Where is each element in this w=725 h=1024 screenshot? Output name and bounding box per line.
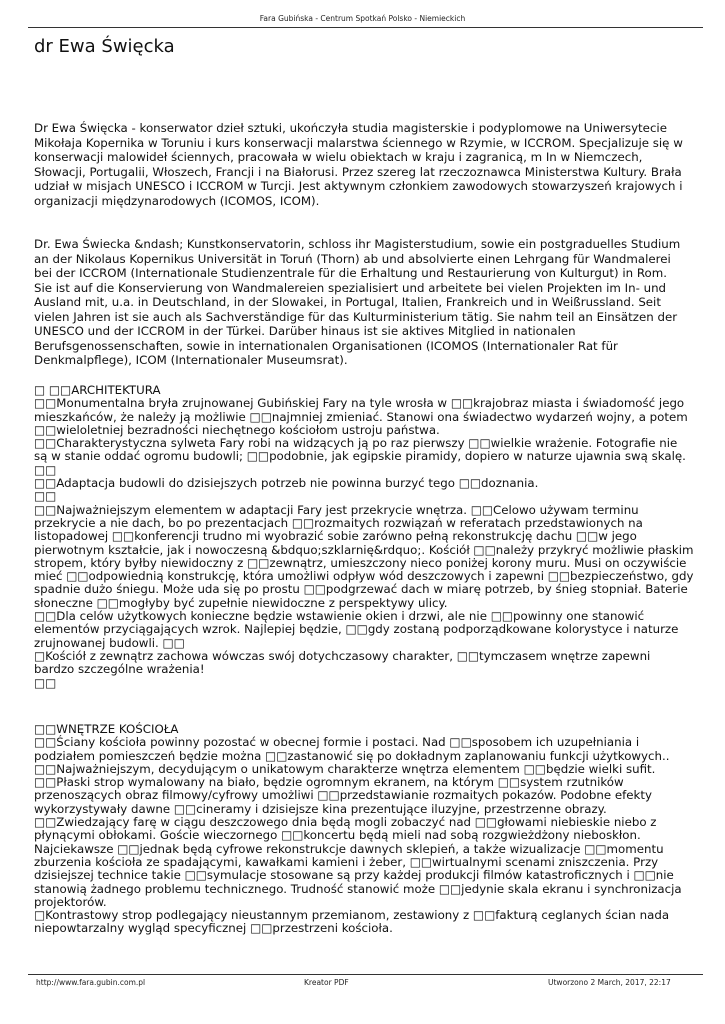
footer-divider [28,974,703,975]
paragraph: □□Najważniejszym elementem w adaptacji Fary jest przekrycie wnętrza. □□Celowo używam terminu przekrycie a nie dach, bo po prezentacjach □□rozmaitych rozwiązań w referatach przedstawionych na listopadowej □□konferencji trudno mi wyobrazić sobie zarówno pełną rekonstrukcję dachu □□w jego pierwotnym kształcie, jak i nowoczesną &bdquo;szklarnię&rdquo;. Kościół □□należy przykryć możliwie płaskim stropem, który byłby niewidoczny z □□zewnątrz, umieszczony nieco poniżej korony muru. Musi on oczywiście mieć □□odpowiednią konstrukcję, która umożliwi odpływ wód deszczowych i zapewni □□bezpieczeństwo, gdy spadnie dużo śniegu. Może uda się po prostu □□podgrzewać dach w miarę potrzeb, by śnieg stopniał. Baterie słoneczne □□mogłyby być zupełnie niewidoczne z perspektywy ulicy. [34,502,694,610]
section-wnetrze [34,723,694,936]
paragraph: □Kontrastowy strop podlegający nieustannym przemianom, zestawiony z □□fakturą ceglanych ścian nada niepowtarzalny wygląd specyficznej □□przestrzeni kościoła. [34,908,670,936]
bio-polish: Dr Ewa Święcka - konserwator dzieł sztuki, ukończyła studia magisterskie i podyplomowe na Uniwersytecie Mikołaja Kopernika w Toruniu i kurs konserwacji malarstwa ściennego w Rzymie, w ICCROM. Specjalizuje się w konserwacji malowideł ściennych, pracowała w wielu obiektach w kraju i zagranicą, m In w Niemczech, Słowacji, Portugalii, Włoszech, Francji i na Białorusi. Przez szereg lat rzeczoznawca Ministerstwa Kultury. Brała udział w misjach UNESCO i ICCROM w Turcji. Jest aktywnym członkiem zawodowych stowarzyszeń krajowych i organizacji międzynarodowych (ICOMOS, ICOM). [34,121,683,208]
paragraph: □□Dla celów użytkowych konieczne będzie wstawienie okien i drzwi, ale nie □□powinny one stanowić elementów przyciągających wzrok. Najlepiej będzie, □□gdy zostaną podporządkowane kolorystyce i naturze zrujnowanej budowli. □□ [34,609,679,650]
paragraph: □□ [34,675,57,690]
paragraph: □□Najważniejszym, decydującym o unikatowym charakterze wnętrza elementem □□będzie wielki sufit. [34,761,656,776]
paragraph: □□ [34,489,57,504]
bio-german: Dr. Ewa Świecka &ndash; Kunstkonservatorin, schloss ihr Magisterstudium, sowie ein postgraduelles Studium an der Nikolaus Kopernikus Universität in Toruń (Thorn) ab und absolvierte einen Lehrgang für Wandmalerei bei der ICCROM (Internationale Studienzentrale für die Erhaltung und Restaurierung von Kulturgut) in Rom. Sie ist auf die Konservierung von Wandmalereien spezialisiert und arbeitete bei vielen Projekten im In- und Ausland mit, u.a. in Deutschland, in der Slowakei, in Portugal, Italien, Frankreich und in Weißrussland. Seit vielen Jahren ist sie auch als Sachverständige für das Kulturministerium tätig. Sie nahm teil an Einsätzen der UNESCO und der ICCROM in der Türkei. Darüber hinaus ist sie aktives Mitglied in nationalen Berufsgenossenschaften, sowie in internationalen Organisationen (ICOMOS (Internationaler Rat für Denkmalpflege), ICOM (Internationaler Museumsrat). [34,237,681,368]
paragraph: □□Monumentalna bryła zrujnowanej Gubińskiej Fary na tyle wrosła w □□krajobraz miasta i świadomość jego mieszkańców, że należy ją możliwie □□najmniej zmieniać. Stanowi ona świadectwo wydarzeń wojny, a potem □□wieloletniej bezradności niechętnego kościołom ustroju państwa. [34,396,688,437]
paragraph: □Kościół z zewnątrz zachowa wówczas swój dotychczasowy charakter, □□tymczasem wnętrze zapewni bardzo szczególne wrażenia! [34,648,651,677]
footer-created-date: Utworzono 2 March, 2017, 22:17 [548,978,671,987]
paragraph: □□Płaski strop wymalowany na biało, będzie ogromnym ekranem, na którym □□system rzutników przenoszących obraz filmowy/cyfrowy umożliwi □□przedstawianie rozmaitych pokazów. Podobne efekty wykorzystywały dawne □□cineramy i dzisiejsze kina prezentujące iluzyjne, przestrzenne obrazy. [34,775,652,816]
paragraph: □□Adaptacja budowli do dzisiejszych potrzeb nie powinna burzyć tego □□doznania. [34,476,539,491]
paragraph: □□Charakterystyczna sylweta Fary robi na widzących ją po raz pierwszy □□wielkie wrażenie. Fotografie nie są w stanie oddać ogromu budowli; □□podobnie, jak egipskie piramidy, dopiero w naturze ujawnia swą skalę. □□ [34,436,686,477]
section-heading: □□WNĘTRZE KOŚCIOŁA [34,722,179,736]
section-architektura [34,384,694,690]
footer-url[interactable]: http://www.fara.gubin.com.pl [36,978,146,987]
paragraph: □□Zwiedzający farę w ciągu deszczowego dnia będą mogli zobaczyć nad □□głowami niebieskie niebo z płynącymi obłokami. Goście wieczornego □□koncertu będą mieli nad sobą rozgwieżdżony nieboskłon. Najciekawsze □□jednak będą cyfrowe rekonstrukcje dawnych sklepień, a także wizualizacje □□momentu zburzenia kościoła ze spadającymi, kawałkami kamieni i żeber, □□wirtualnymi scenami zniszczenia. Przy dzisiejszej technice takie □□symulacje stosowane są przy każdej produkcji filmów katastroficznych i □□nie stanowią żadnego problemu technicznego. Trudność stanowić może □□jedynie skala ekranu i synchronizacja projektorów. [34,815,682,909]
section-heading: □ □□ARCHITEKTURA [34,383,161,397]
page-title: dr Ewa Święcka [34,36,175,57]
page-header: Fara Gubińska - Centrum Spotkań Polsko - Niemieckich [259,14,466,23]
header-divider [28,27,703,28]
footer-creator: Kreator PDF [304,978,349,987]
paragraph: □□Ściany kościoła powinny pozostać w obecnej formie i postaci. Nad □□sposobem ich uzupełniania i podziałem pomieszczeń będzie można □□zastanowić się po dokładnym zaplanowaniu funkcji użytkowych.. [34,735,670,763]
